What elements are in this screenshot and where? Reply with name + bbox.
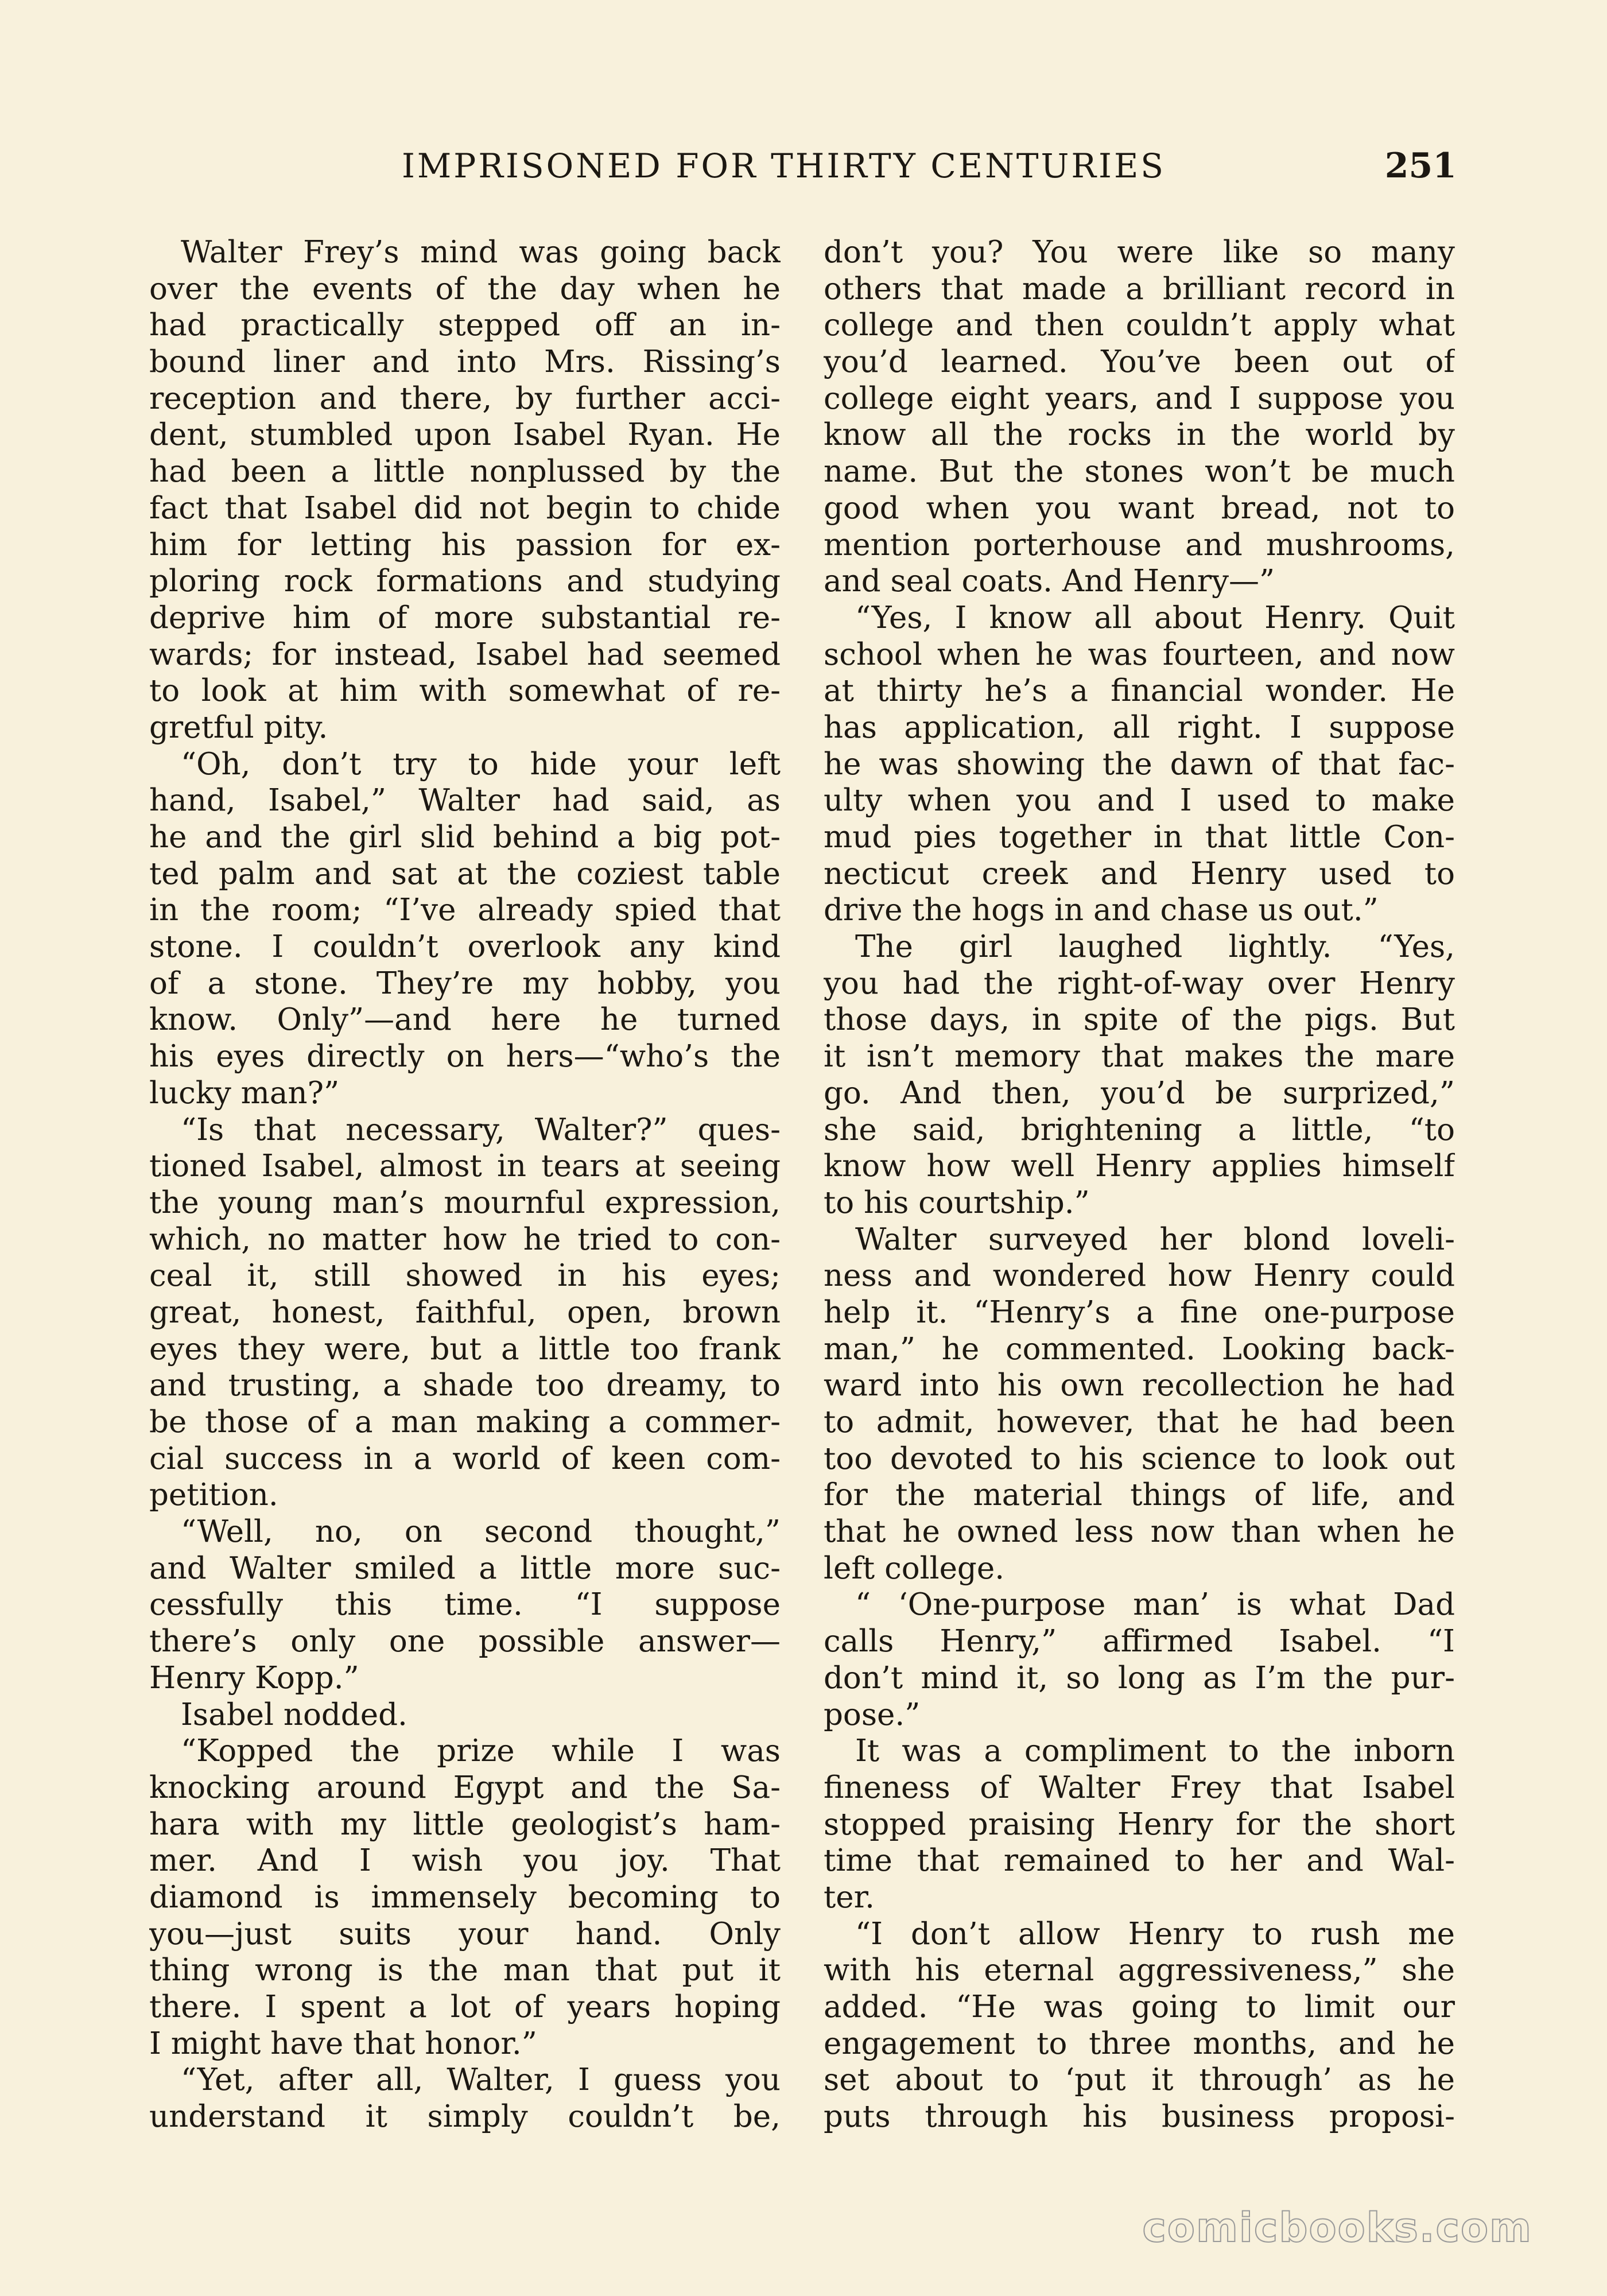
text-line: “Yes, I know all about Henry. Quit (855, 600, 1455, 635)
text-line: thing wrong is the man that put it (149, 1953, 781, 1988)
text-line: man,” he commented. Looking back- (824, 1331, 1455, 1367)
text-line: ness and wondered how Henry could (824, 1258, 1455, 1294)
text-line: ted palm and sat at the coziest table (149, 856, 781, 891)
text-line: had been a little nonplussed by the (149, 454, 781, 490)
text-line: calls Henry,” affirmed Isabel. “I (824, 1624, 1455, 1659)
left-column (149, 234, 781, 2135)
text-line: “Well, no, on second thought,” (181, 1514, 781, 1550)
text-line: there’s only one possible answer— (149, 1624, 781, 1659)
text-line: at thirty he’s a financial wonder. He (824, 673, 1455, 709)
text-line: with his eternal aggressiveness,” she (824, 1953, 1455, 1988)
text-line: he was showing the dawn of that fac- (824, 746, 1455, 782)
text-line: “ ‘One-purpose man’ is what Dad (855, 1587, 1455, 1623)
text-line: that he owned less now than when he (824, 1514, 1455, 1550)
text-line: “Oh, don’t try to hide your left (181, 746, 781, 782)
text-line: cial success in a world of keen com- (149, 1441, 781, 1476)
page-number: 251 (1384, 146, 1457, 186)
text-line: help it. “Henry’s a fine one-purpose (824, 1294, 1455, 1330)
text-line: you had the right-of-way over Henry (824, 965, 1455, 1001)
text-line: Henry Kopp.” (149, 1660, 359, 1696)
text-line: added. “He was going to limit our (824, 1989, 1455, 2024)
text-line: it isn’t memory that makes the mare (824, 1039, 1455, 1075)
text-line: left college. (824, 1550, 1005, 1586)
text-line: “I don’t allow Henry to rush me (855, 1916, 1455, 1952)
text-line: name. But the stones won’t be much (824, 454, 1455, 490)
text-line: had practically stepped off an in- (149, 308, 781, 343)
text-line: she said, brightening a little, “to (824, 1112, 1455, 1147)
text-line: “Is that necessary, Walter?” ques- (181, 1112, 781, 1147)
text-line: others that made a brilliant record in (824, 271, 1455, 307)
text-line: hara with my little geologist’s ham- (149, 1806, 781, 1842)
text-line: stone. I couldn’t overlook any kind (149, 929, 781, 965)
text-line: college eight years, and I suppose you (824, 381, 1455, 416)
text-line: too devoted to his science to look out (824, 1441, 1455, 1476)
text-line: mer. And I wish you joy. That (149, 1843, 781, 1879)
text-line: and seal coats. And Henry—” (824, 564, 1275, 599)
text-line: don’t mind it, so long as I’m the pur- (824, 1660, 1455, 1696)
text-line: for the material things of life, and (824, 1477, 1455, 1513)
text-line: you’d learned. You’ve been out of (824, 344, 1455, 380)
text-line: Walter surveyed her blond loveli- (855, 1221, 1455, 1257)
text-line: eyes they were, but a little too frank (149, 1331, 781, 1367)
text-line: great, honest, faithful, open, brown (149, 1294, 781, 1330)
text-line: I might have that honor.” (149, 2026, 537, 2061)
text-line: you—just suits your hand. Only (149, 1916, 781, 1952)
text-line: and Walter smiled a little more suc- (149, 1550, 781, 1586)
text-line: know all the rocks in the world by (824, 417, 1455, 453)
text-line: and trusting, a shade too dreamy, to (149, 1368, 781, 1403)
text-line: school when he was fourteen, and now (824, 637, 1455, 672)
text-line: ploring rock formations and studying (149, 564, 781, 599)
text-line: has application, all right. I suppose (824, 709, 1455, 745)
text-line: drive the hogs in and chase us out.” (824, 893, 1379, 928)
text-line: deprive him of more substantial re- (149, 600, 781, 635)
text-line: mention porterhouse and mushrooms, (824, 527, 1455, 563)
text-line: dent, stumbled upon Isabel Ryan. He (149, 417, 781, 453)
text-line: The girl laughed lightly. “Yes, (855, 929, 1455, 965)
text-line: his eyes directly on hers—“who’s the (149, 1039, 781, 1075)
text-line: lucky man?” (149, 1075, 340, 1111)
text-line: knocking around Egypt and the Sa- (149, 1770, 781, 1805)
text-line: set about to ‘put it through’ as he (824, 2062, 1455, 2098)
text-line: petition. (149, 1477, 278, 1513)
text-line: “Yet, after all, Walter, I guess you (181, 2062, 781, 2098)
text-line: be those of a man making a commer- (149, 1405, 781, 1440)
text-line: ter. (824, 1879, 875, 1915)
text-line: mud pies together in that little Con- (824, 820, 1455, 855)
text-line: don’t you? You were like so many (824, 235, 1455, 270)
text-line: gretful pity. (149, 709, 328, 745)
text-line: there. I spent a lot of years hoping (149, 1989, 781, 2024)
text-line: tioned Isabel, almost in tears at seeing (149, 1149, 781, 1184)
text-line: necticut creek and Henry used to (824, 856, 1455, 891)
text-line: to admit, however, that he had been (824, 1405, 1455, 1440)
text-line: ulty when you and I used to make (824, 783, 1455, 819)
text-line: engagement to three months, and he (824, 2026, 1455, 2061)
text-line: wards; for instead, Isabel had seemed (149, 637, 781, 672)
text-line: cessfully this time. “I suppose (149, 1587, 781, 1623)
text-line: which, no matter how he tried to con- (149, 1221, 781, 1257)
text-line: good when you want bread, not to (824, 490, 1455, 526)
running-head (146, 140, 1457, 192)
text-line: the young man’s mournful expression, (149, 1185, 781, 1220)
text-line: over the events of the day when he (149, 271, 781, 307)
text-line: reception and there, by further acci- (149, 381, 781, 416)
text-line: go. And then, you’d be surprized,” (824, 1075, 1455, 1111)
text-line: know. Only”—and here he turned (149, 1002, 781, 1038)
text-line: “Kopped the prize while I was (181, 1733, 781, 1769)
text-line: pose.” (824, 1697, 921, 1732)
text-line: those days, in spite of the pigs. But (824, 1002, 1455, 1038)
text-line: to look at him with somewhat of re- (149, 673, 781, 709)
text-line: hand, Isabel,” Walter had said, as (149, 783, 781, 819)
text-line: know how well Henry applies himself (824, 1149, 1455, 1184)
text-line: Walter Frey’s mind was going back (181, 235, 781, 270)
text-line: fact that Isabel did not begin to chide (149, 490, 781, 526)
text-line: to his courtship.” (824, 1185, 1090, 1220)
text-line: diamond is immensely becoming to (149, 1879, 781, 1915)
text-line: he and the girl slid behind a big pot- (149, 820, 781, 855)
text-line: understand it simply couldn’t be, (149, 2099, 781, 2135)
text-line: ceal it, still showed in his eyes; (149, 1258, 781, 1294)
text-line: puts through his business proposi- (824, 2099, 1455, 2135)
text-line: Isabel nodded. (181, 1697, 407, 1732)
chapter-title: IMPRISONED FOR THIRTY CENTURIES (402, 146, 1166, 185)
right-column (824, 234, 1455, 2135)
text-line: time that remained to her and Wal- (824, 1843, 1455, 1879)
text-line: in the room; “I’ve already spied that (149, 893, 781, 928)
text-line: college and then couldn’t apply what (824, 308, 1455, 343)
text-line: fineness of Walter Frey that Isabel (824, 1770, 1455, 1805)
text-line: bound liner and into Mrs. Rissing’s (149, 344, 781, 380)
text-line: stopped praising Henry for the short (824, 1806, 1455, 1842)
text-line: of a stone. They’re my hobby, you (149, 965, 781, 1001)
text-line: It was a compliment to the inborn (855, 1733, 1455, 1769)
text-line: ward into his own recollection he had (824, 1368, 1455, 1403)
text-line: him for letting his passion for ex- (149, 527, 781, 563)
watermark-logo: comicbooks.com (1142, 2204, 1532, 2251)
